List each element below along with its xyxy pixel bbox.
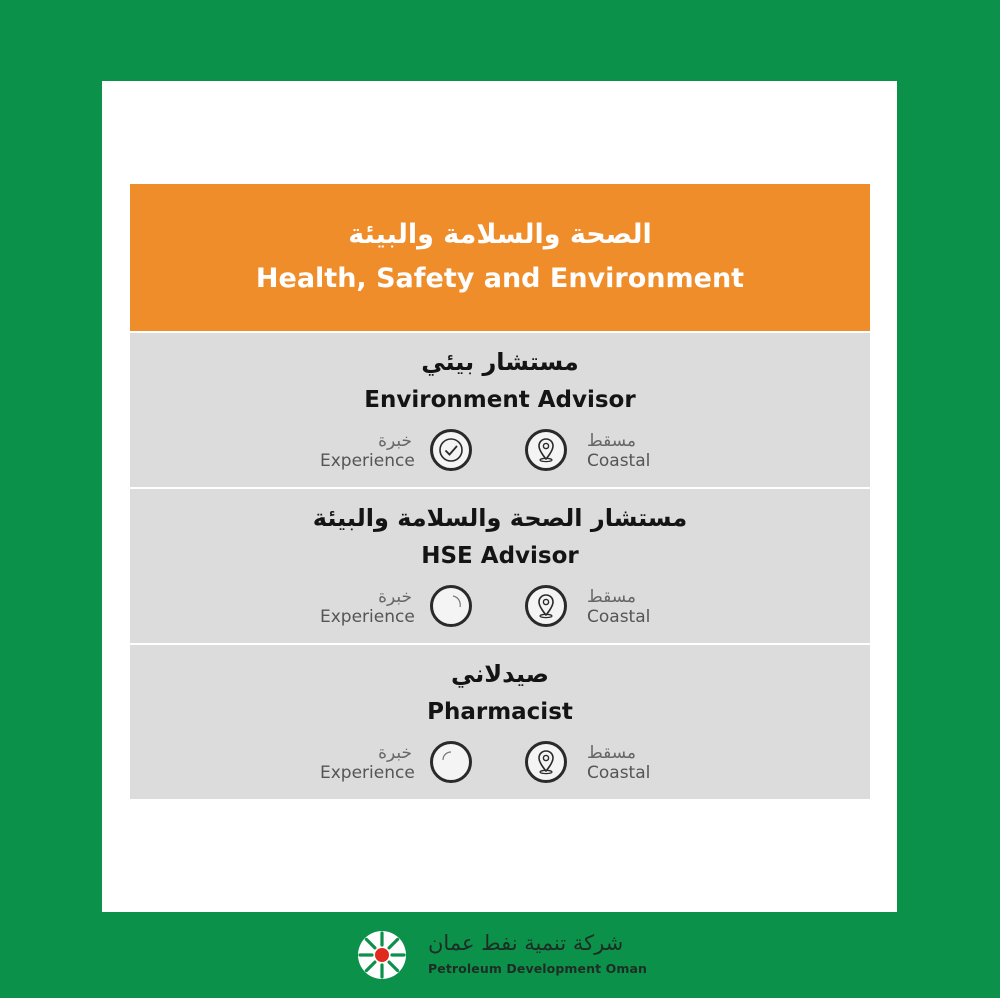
job-row-pharmacist <box>130 643 870 799</box>
job-panel <box>130 184 870 799</box>
experience-label-en: Experience <box>320 607 415 627</box>
job-title-en: Pharmacist <box>427 699 573 725</box>
location-pin-icon <box>525 429 567 471</box>
experience-label-ar: خبرة <box>378 743 412 763</box>
location-label-en: Coastal <box>587 763 651 783</box>
checkmark-badge-icon <box>430 429 472 471</box>
experience-label-en: Experience <box>320 451 415 471</box>
company-name-en: Petroleum Development Oman <box>428 961 648 976</box>
company-footer <box>356 929 656 981</box>
experience-label-ar: خبرة <box>378 587 412 607</box>
location-label-en: Coastal <box>587 451 651 471</box>
job-row-hse-advisor <box>130 487 870 643</box>
job-title-en: HSE Advisor <box>421 543 579 569</box>
experience-circle-icon <box>430 585 472 627</box>
job-title-ar: مستشار الصحة والسلامة والبيئة <box>312 504 688 532</box>
category-header <box>130 184 870 331</box>
job-title-ar: صيدلاني <box>450 660 549 688</box>
category-title-ar: الصحة والسلامة والبيئة <box>348 219 652 250</box>
company-name-ar: شركة تنمية نفط عمان <box>428 931 624 955</box>
location-pin-icon <box>525 585 567 627</box>
location-label-ar: مسقط <box>587 431 637 451</box>
location-label-en: Coastal <box>587 607 651 627</box>
job-title-ar: مستشار بيئي <box>421 348 579 376</box>
location-pin-icon <box>525 741 567 783</box>
location-label-ar: مسقط <box>587 743 637 763</box>
experience-label-en: Experience <box>320 763 415 783</box>
location-label-ar: مسقط <box>587 587 637 607</box>
pdo-logo-icon <box>356 929 408 981</box>
experience-label-ar: خبرة <box>378 431 412 451</box>
job-row-environment-advisor <box>130 331 870 487</box>
job-title-en: Environment Advisor <box>364 387 636 413</box>
experience-circle-icon <box>430 741 472 783</box>
category-title-en: Health, Safety and Environment <box>255 263 745 294</box>
